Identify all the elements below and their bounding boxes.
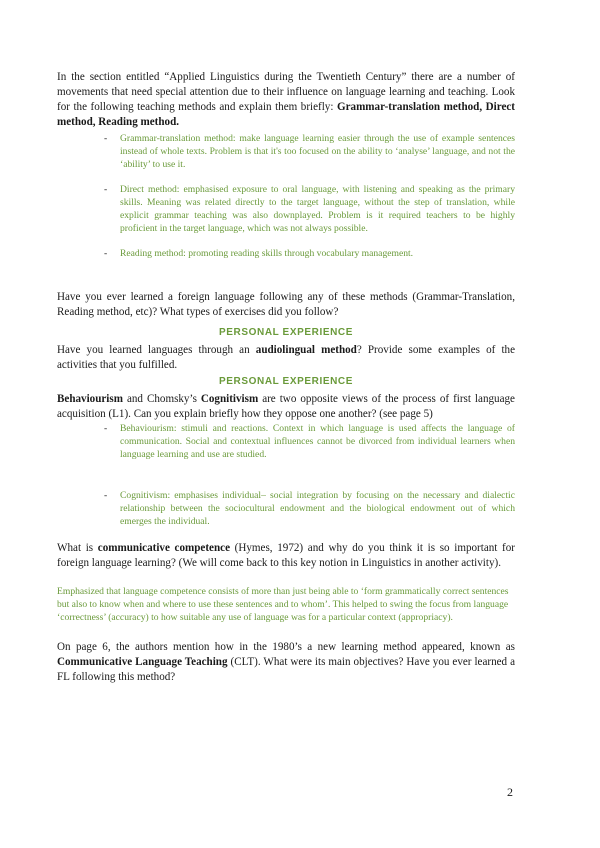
answer-communicative-competence: Emphasized that language competence consists of more than just being able to ‘form grammatically correct sentences but also to know when and where to use these sentences and to whom’. This helped to swing the focus from language ‘correctness’ (accuracy) to how suitable any use of language was for a particular context (appropriacy). [57, 586, 509, 623]
page-number: 2 [507, 785, 513, 799]
answer-list-2 [57, 422, 515, 528]
question-1-text: In the section entitled “Applied Linguistics during the Twentieth Century” there are a number of movements that need special attention due to their influence on language learning and teaching. Look for the following teaching methods and explain them briefly: [57, 71, 515, 113]
answer-grammar-translation: - Grammar-translation method: make language learning easier through the use of example sentences instead of whole texts. Problem is that it's too focused on the ability to ‘analyse’ language, and not the ‘ability’ to use it. [104, 133, 515, 170]
question-4: Behaviourism and Chomsky’s Cognitivism are two opposite views of the process of first language acquisition (L1). Can you explain briefly how they oppose one another? (see page 5) [57, 393, 515, 420]
answer-cognitivism: - Cognitivism: emphasises individual– social integration by focusing on the necessary and dialectic relationship between the sociocultural endowment and the biological endowment out of which emerges the individual. [104, 490, 515, 527]
answer-behaviourism: - Behaviourism: stimuli and reactions. Context in which language is used affects the language of communication. Social and contextual influences cannot be divorced from individual learners when language learning and use are studied. [104, 423, 515, 460]
question-6: On page 6, the authors mention how in the 1980’s a new learning method appeared, known as Communicative Language Teaching (CLT). What were its main objectives? Have you ever learned a FL following this method? [57, 641, 515, 683]
personal-experience-label-2: PERSONAL EXPERIENCE [218, 376, 354, 387]
answer-direct-method: - Direct method: emphasised exposure to oral language, with listening and speaking as the primary skills. Meaning was related directly to the target language, without the step of translation, while explicit grammar teaching was also downplayed. Problem is it required teachers to be highly proficient in the target language, which was not always possible. [104, 184, 515, 234]
question-1 [57, 70, 515, 130]
document-page [57, 70, 515, 685]
question-3: Have you learned languages through an audiolingual method? Provide some examples of the activities that you fulfilled. [57, 344, 515, 371]
answer-reading-method: - Reading method: promoting reading skills through vocabulary management. [104, 248, 414, 259]
question-5: What is communicative competence (Hymes, 1972) and why do you think it is so important for foreign language learning? (We will come back to this key notion in Linguistics in another activity). [57, 542, 515, 569]
personal-experience-label-1: PERSONAL EXPERIENCE [218, 327, 354, 338]
question-2: Have you ever learned a foreign language following any of these methods (Grammar-Translation, Reading method, etc)? What types of exercises did you follow? [57, 291, 515, 318]
question-1-methods: Grammar-translation method, Direct method, Reading method. [57, 101, 515, 128]
answer-list-1 [57, 132, 515, 260]
